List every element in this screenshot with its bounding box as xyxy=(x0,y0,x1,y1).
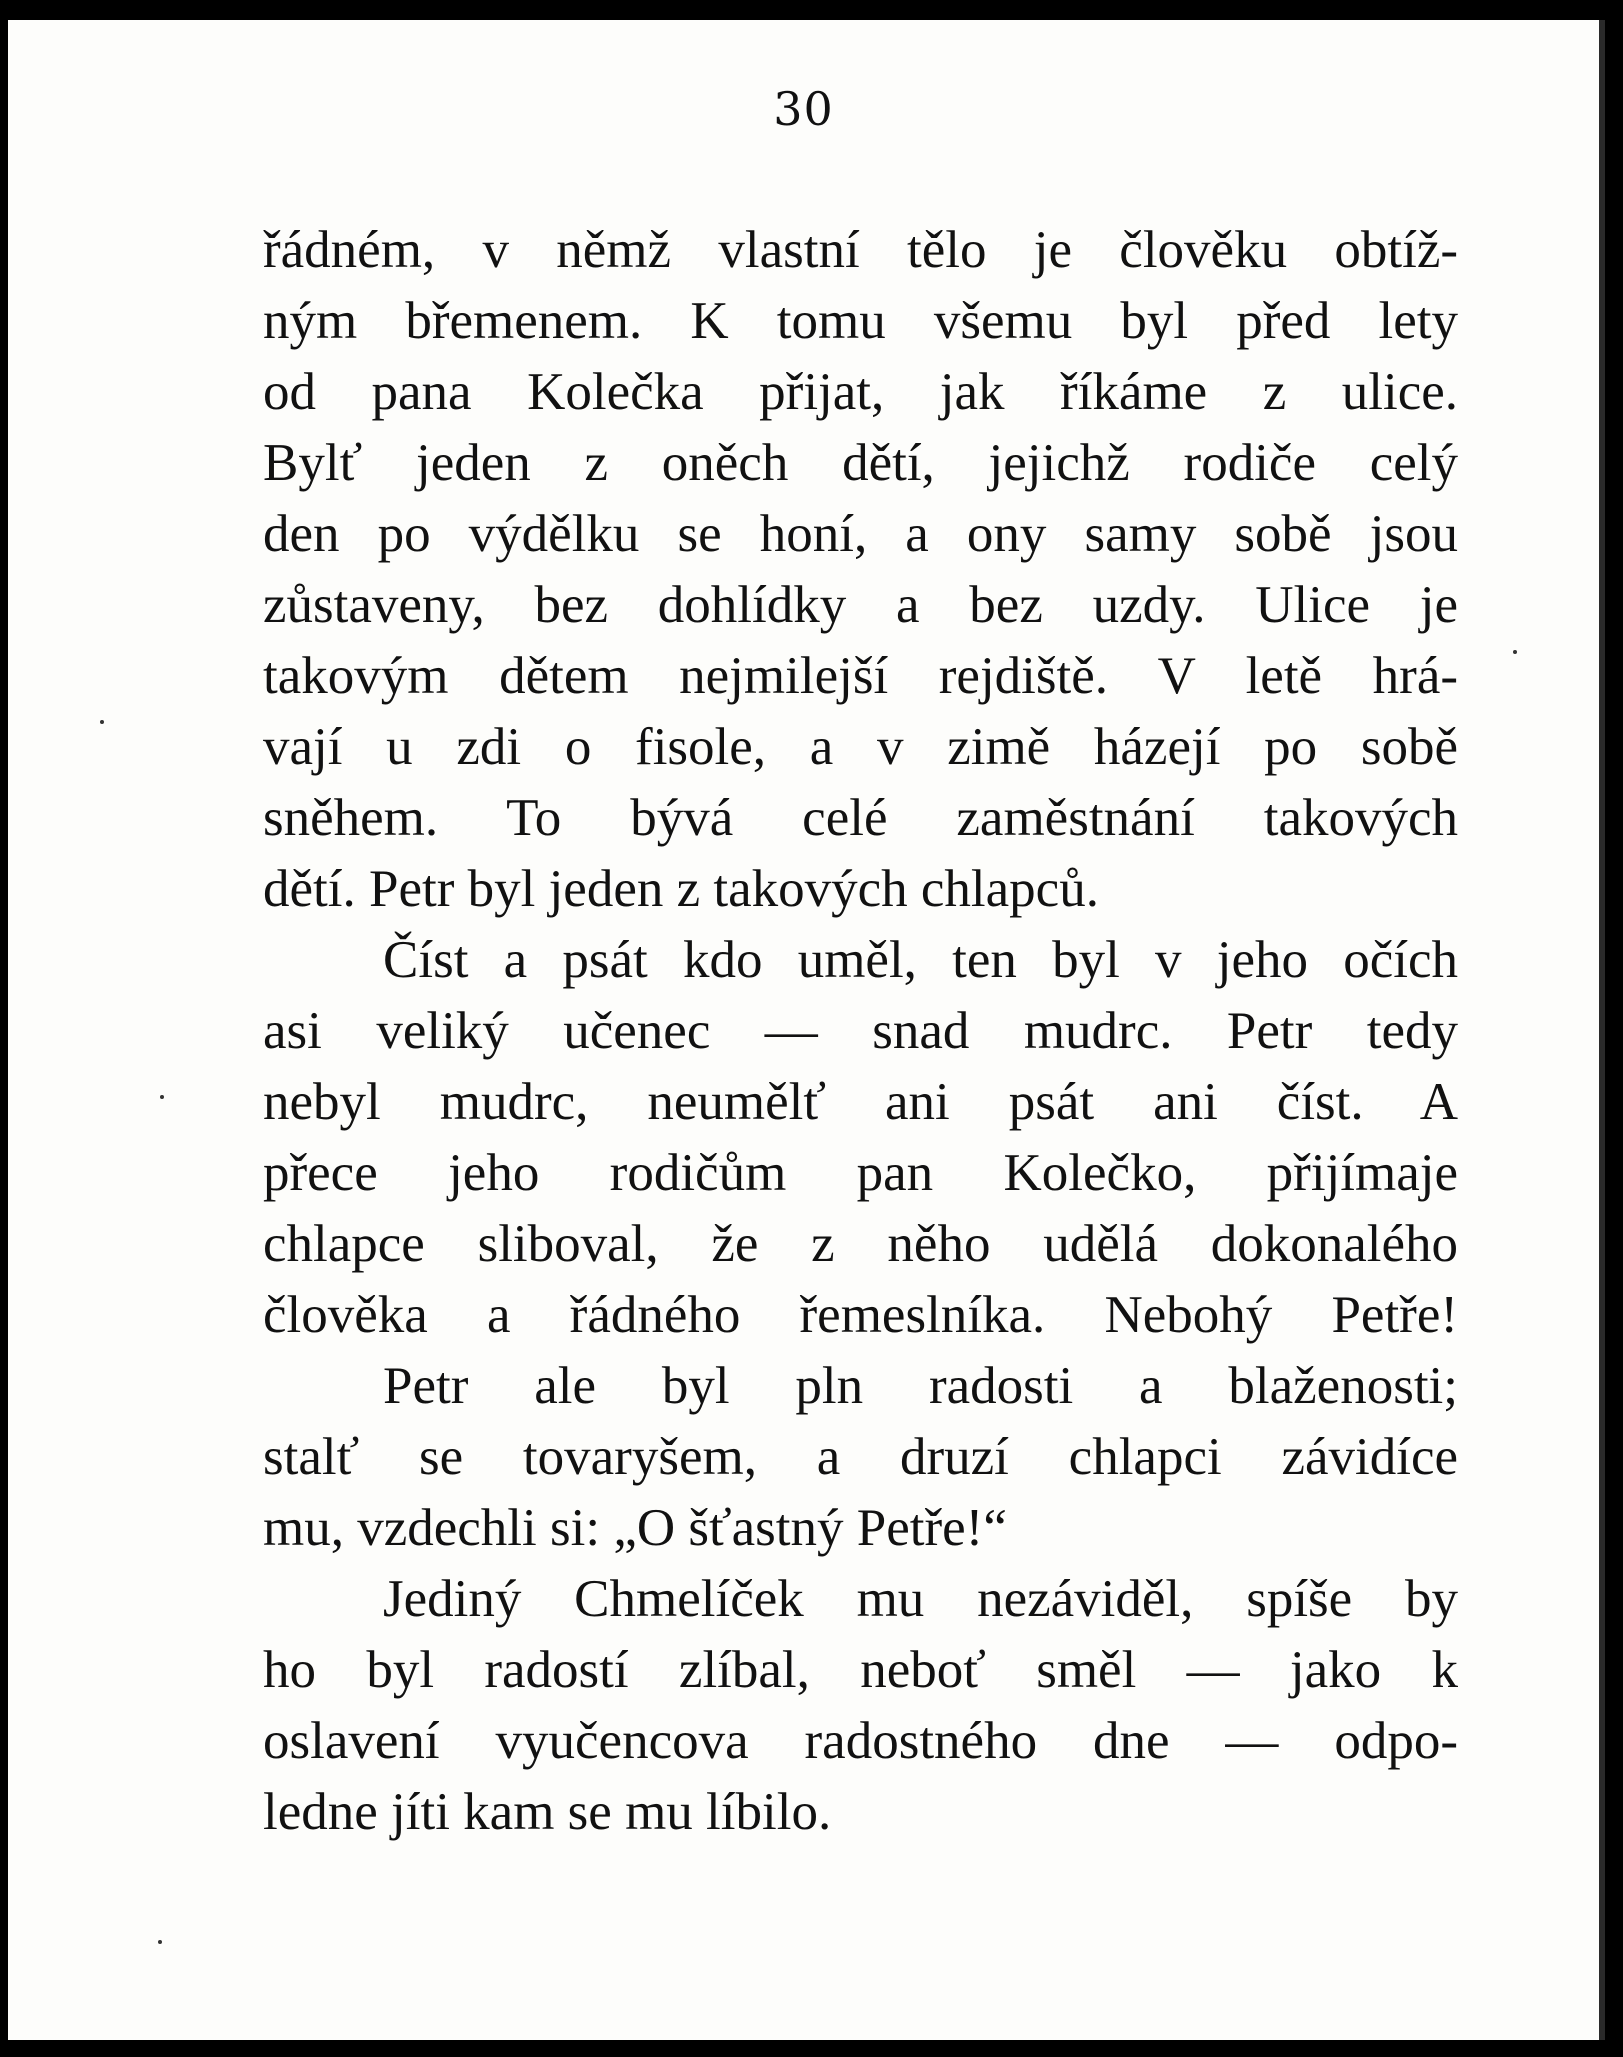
print-speck xyxy=(1513,650,1517,654)
page-edge xyxy=(1599,20,1605,2040)
text-line: dětí. Petr byl jeden z takových chlapců. xyxy=(263,860,1099,918)
text-line: řádném, v němž vlastní tělo je člověku obtíž- xyxy=(263,221,1458,279)
text-line: oslavení vyučencova radostného dne — odpo- xyxy=(263,1712,1458,1770)
print-speck xyxy=(100,720,104,724)
body-text xyxy=(263,215,1458,1848)
text-line: chlapce sliboval, že z něho udělá dokonalého xyxy=(263,1215,1458,1273)
page-number: 30 xyxy=(773,82,834,136)
print-speck xyxy=(158,1940,162,1944)
text-line: den po výdělku se honí, a ony samy sobě jsou xyxy=(263,505,1458,563)
text-line: stalť se tovaryšem, a druzí chlapci závidíce xyxy=(263,1428,1458,1486)
book-page xyxy=(8,20,1599,2040)
text-line: Číst a psát kdo uměl, ten byl v jeho očích xyxy=(383,931,1458,989)
text-line: zůstaveny, bez dohlídky a bez uzdy. Ulice je xyxy=(263,576,1458,634)
text-line: přece jeho rodičům pan Kolečko, přijímaje xyxy=(263,1144,1458,1202)
text-line: ho byl radostí zlíbal, neboť směl — jako k xyxy=(263,1641,1458,1699)
text-line: asi veliký učenec — snad mudrc. Petr tedy xyxy=(263,1002,1458,1060)
text-line: takovým dětem nejmilejší rejdiště. V letě hrá- xyxy=(263,647,1458,705)
text-line: mu, vzdechli si: „O šťastný Petře!“ xyxy=(263,1499,1007,1557)
text-line: člověka a řádného řemeslníka. Nebohý Petře! xyxy=(263,1286,1458,1344)
text-line: nebyl mudrc, neumělť ani psát ani číst. A xyxy=(263,1073,1458,1131)
text-line: ledne jíti kam se mu líbilo. xyxy=(263,1783,832,1841)
text-line: ným břemenem. K tomu všemu byl před lety xyxy=(263,292,1458,350)
text-line: od pana Kolečka přijat, jak říkáme z ulice. xyxy=(263,363,1458,421)
text-line: Jediný Chmelíček mu nezáviděl, spíše by xyxy=(383,1570,1458,1628)
text-line: Petr ale byl pln radosti a blaženosti; xyxy=(383,1357,1458,1415)
text-line: Bylť jeden z oněch dětí, jejichž rodiče celý xyxy=(263,434,1458,492)
text-line: vají u zdi o fisole, a v zimě házejí po sobě xyxy=(263,718,1458,776)
print-speck xyxy=(160,1095,164,1099)
text-line: sněhem. To bývá celé zaměstnání takových xyxy=(263,789,1458,847)
